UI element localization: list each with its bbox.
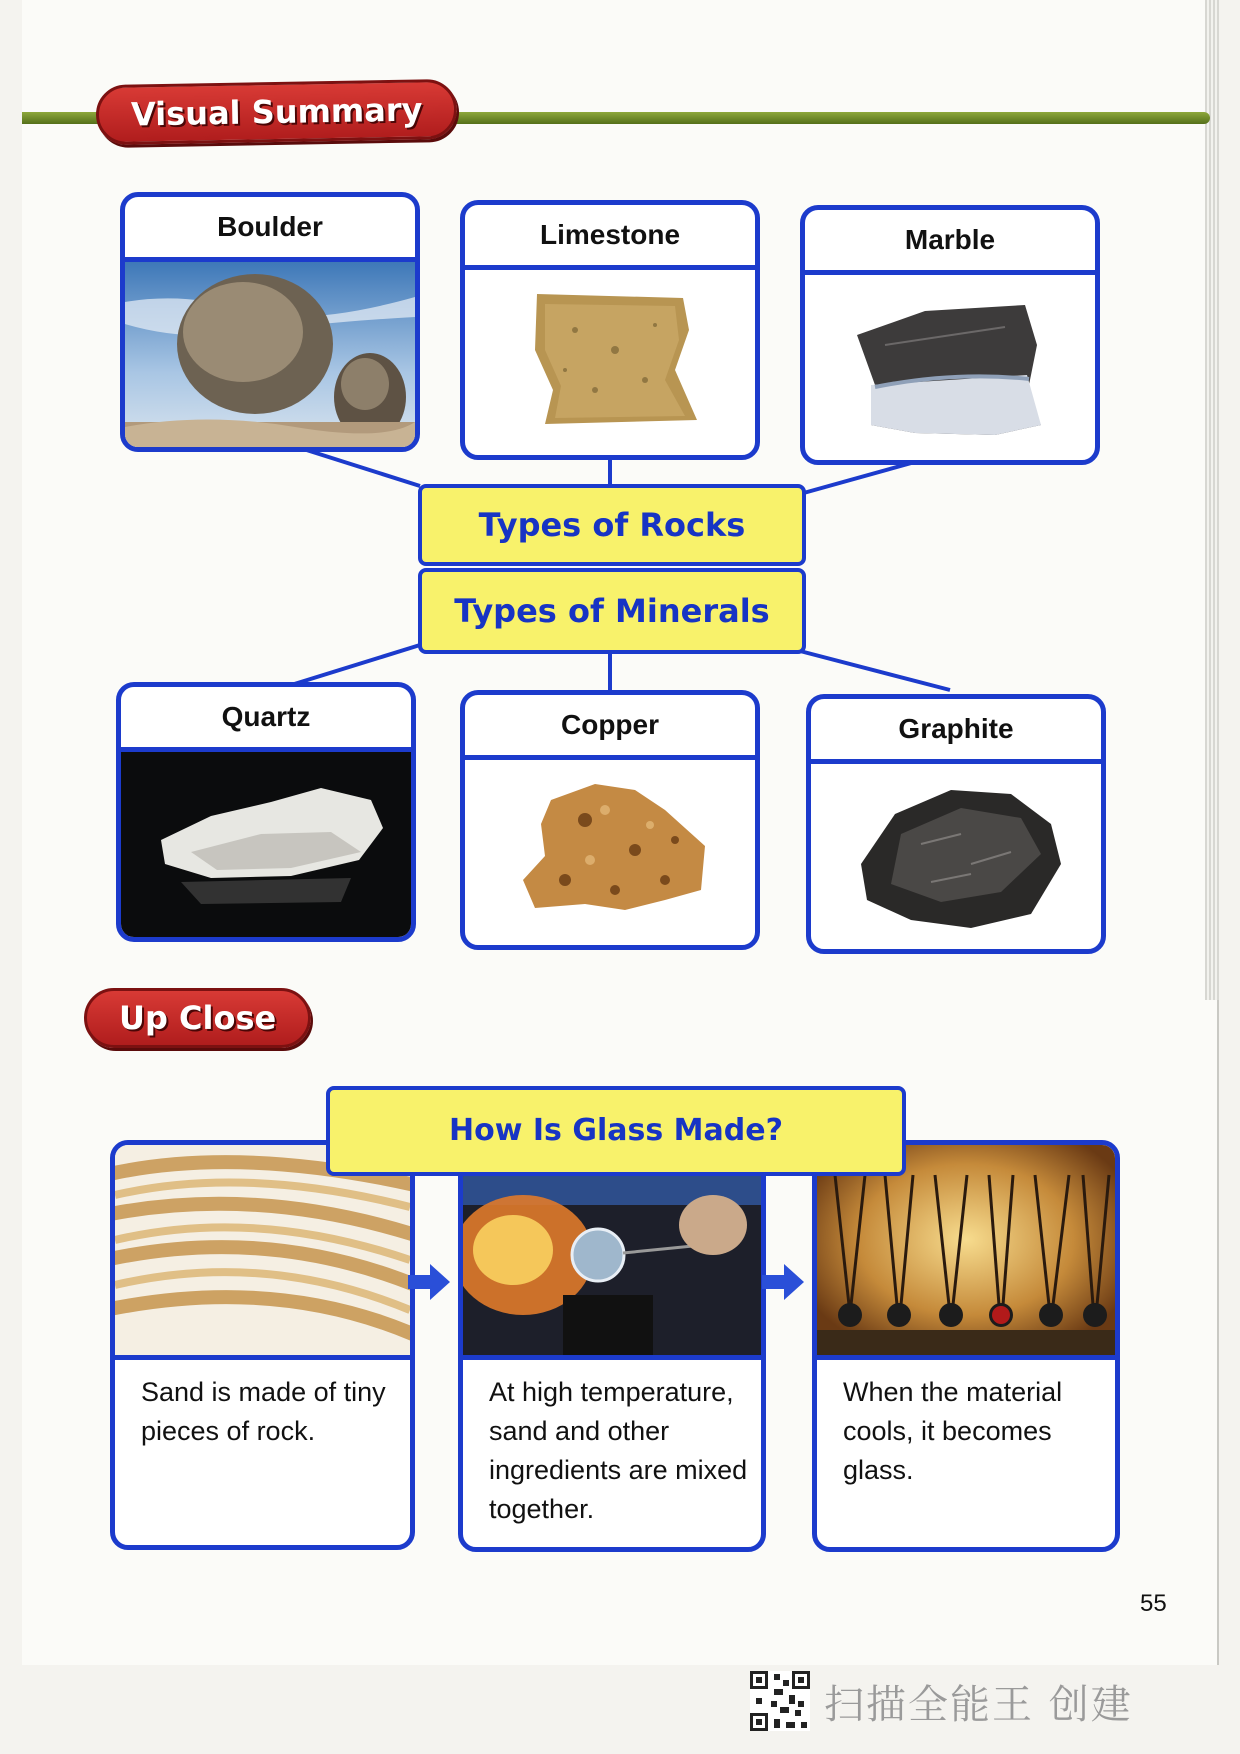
- rock-card-title: Limestone: [465, 205, 755, 270]
- sand-photo: [115, 1145, 410, 1360]
- qr-code-icon: [750, 1671, 810, 1731]
- mineral-card-title: Graphite: [811, 699, 1101, 764]
- types-of-minerals-label: [418, 568, 806, 654]
- copper-photo: [465, 760, 755, 945]
- glass-process-title: [326, 1086, 906, 1176]
- visual-summary-heading: [96, 79, 458, 145]
- glass-step-card-1: [110, 1140, 415, 1550]
- types-of-rocks-text: Types of Rocks: [478, 506, 746, 544]
- quartz-photo: [121, 752, 411, 937]
- mineral-card-title: Quartz: [121, 687, 411, 752]
- arrow-right-icon: [408, 1262, 452, 1302]
- types-of-rocks-label: [418, 484, 806, 566]
- boulder-photo: [125, 262, 415, 447]
- rock-card-title: Boulder: [125, 197, 415, 262]
- glassblowing-photo: [463, 1145, 761, 1360]
- step-text: At high temperature, sand and other ingredients are mixed together.: [489, 1377, 748, 1524]
- page-number: 55: [1140, 1590, 1167, 1617]
- graphite-photo: [811, 764, 1101, 949]
- page-edge: [1205, 0, 1219, 1000]
- rock-card-title: Marble: [805, 210, 1095, 275]
- watermark-text: 扫描全能王 创建: [824, 1681, 1133, 1728]
- glass-step-card-2: [458, 1140, 766, 1552]
- limestone-photo: [465, 270, 755, 455]
- rock-card-marble: [800, 205, 1100, 465]
- up-close-heading: [84, 988, 311, 1048]
- arrow-right-icon: [762, 1262, 806, 1302]
- step-text: Sand is made of tiny pieces of rock.: [141, 1377, 386, 1446]
- visual-summary-heading-text: Visual Summary: [130, 90, 423, 134]
- glass-step-card-3: [812, 1140, 1120, 1552]
- rock-card-boulder: [120, 192, 420, 452]
- mineral-card-graphite: [806, 694, 1106, 954]
- mineral-card-title: Copper: [465, 695, 755, 760]
- up-close-heading-text: Up Close: [119, 999, 277, 1037]
- scanner-watermark: [750, 1668, 1133, 1734]
- step-text: When the material cools, it becomes glass.: [843, 1377, 1063, 1485]
- mineral-card-copper: [460, 690, 760, 950]
- types-of-minerals-text: Types of Minerals: [454, 592, 770, 630]
- mineral-card-quartz: [116, 682, 416, 942]
- glass-process-title-text: How Is Glass Made?: [449, 1113, 783, 1148]
- marble-photo: [805, 275, 1095, 460]
- rock-card-limestone: [460, 200, 760, 460]
- glassware-photo: [817, 1145, 1115, 1360]
